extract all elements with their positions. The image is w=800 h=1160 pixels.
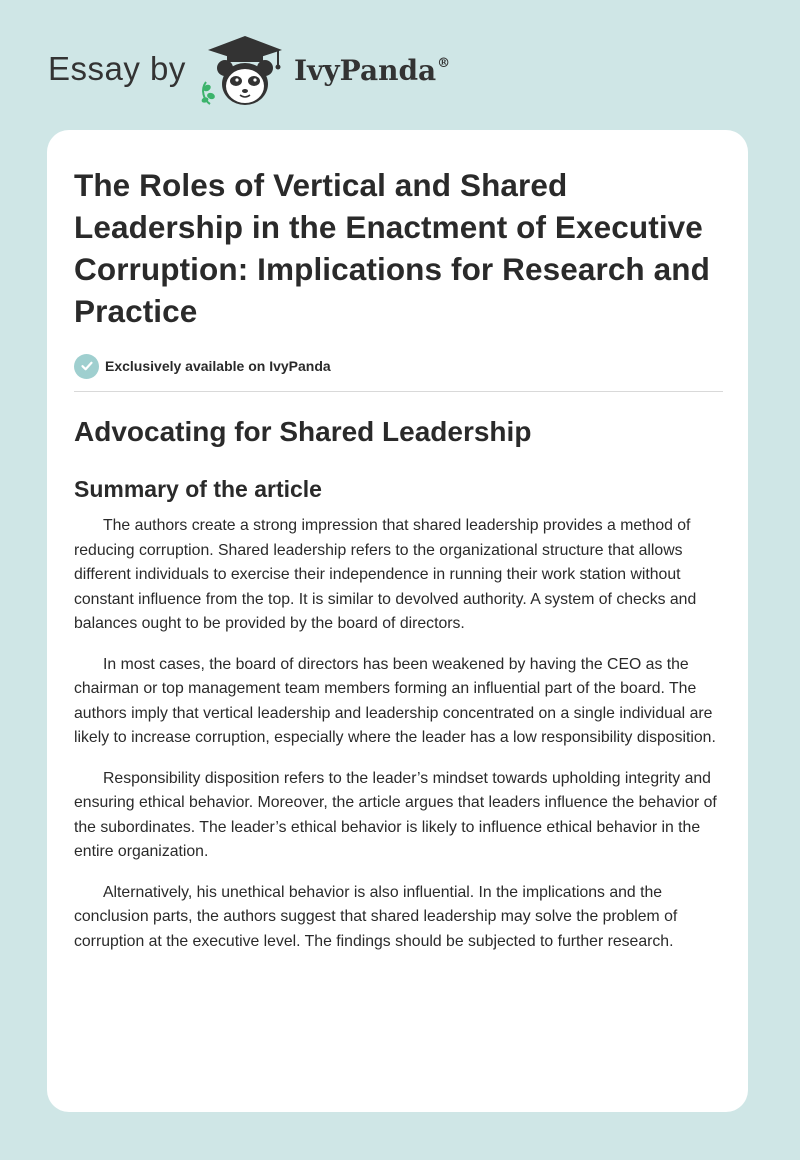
subsection-heading: Summary of the article xyxy=(74,476,322,502)
site-header xyxy=(48,34,548,114)
article-body xyxy=(74,514,724,954)
essay-card xyxy=(47,130,748,1112)
paragraph: The authors create a strong impression that shared leadership provides a method of reducing corruption. Shared leadership refers to the organizational structure that allows different individuals to exercise their independence in running their work station without constant influence from the top. It is similar to devolved authority. A system of checks and balances ought to be provided by the board of directors. xyxy=(74,517,697,632)
section-heading: Advocating for Shared Leadership xyxy=(74,416,532,447)
exclusive-badge-label: Exclusively available on IvyPanda xyxy=(105,358,331,374)
paragraph: Alternatively, his unethical behavior is also influential. In the implications and the conclusion parts, the authors suggest that shared leadership may solve the problem of corruption at the executive level. The findings should be subjected to further research. xyxy=(74,883,678,950)
brand-name[interactable] xyxy=(294,54,450,87)
exclusive-badge xyxy=(74,352,724,380)
essay-content xyxy=(74,164,724,970)
divider xyxy=(74,391,723,392)
ivypanda-logo-icon[interactable] xyxy=(200,34,290,110)
registered-mark: ® xyxy=(437,55,451,71)
check-icon xyxy=(74,354,99,379)
paragraph: Responsibility disposition refers to the leader’s mindset towards upholding integrity and ensuring ethical behavior. Moreover, the article argues that leaders influence the behavior of the subordinates. The leader’s ethical behavior is likely to influence ethical behavior in the entire organization. xyxy=(74,769,717,860)
paragraph: In most cases, the board of directors has been weakened by having the CEO as the chairman or top management team members forming an influential part of the board. The authors imply that vertical leadership and leadership concentrated on a single individual are likely to increase corruption, especially where the leader has a low responsibility disposition. xyxy=(74,655,716,746)
essay-by-label: Essay by xyxy=(48,50,186,87)
essay-title: The Roles of Vertical and Shared Leadership in the Enactment of Executive Corruption: Implications for Research and Practice xyxy=(74,167,710,329)
brand-text: IvyPanda xyxy=(294,54,437,87)
